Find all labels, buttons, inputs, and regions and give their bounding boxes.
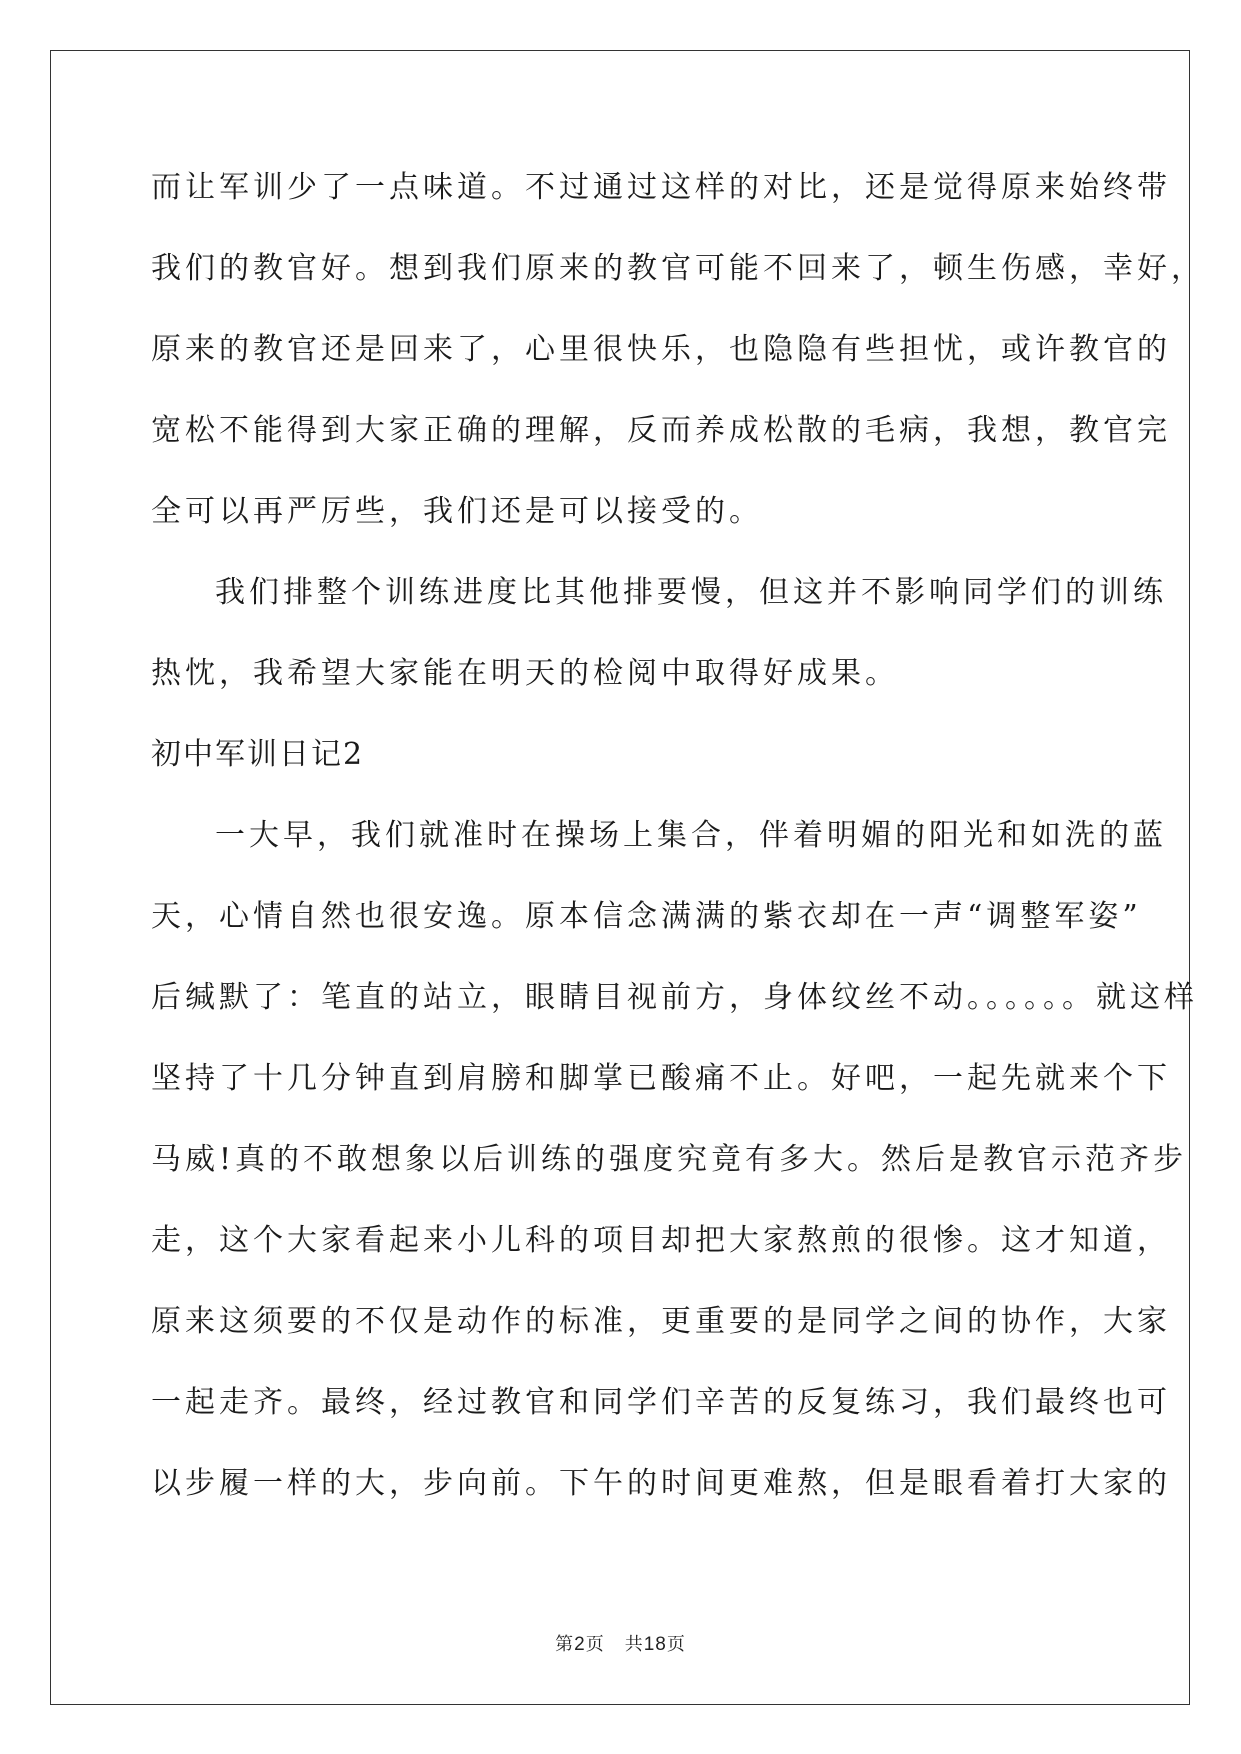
paragraph-line: 一起走齐。最终，经过教官和同学们辛苦的反复练习，我们最终也可 bbox=[151, 1385, 1171, 1420]
paragraph-line: 我们排整个训练进度比其他排要慢，但这并不影响同学们的训练 bbox=[215, 575, 1167, 610]
page-prefix: 第 bbox=[555, 1634, 575, 1655]
paragraph-line: 一大早，我们就准时在操场上集合，伴着明媚的阳光和如洗的蓝 bbox=[215, 818, 1167, 853]
paragraph-line: 我们的教官好。想到我们原来的教官可能不回来了，顿生伤感，幸好， bbox=[151, 251, 1205, 286]
document-body bbox=[151, 158, 1205, 1535]
page-footer bbox=[0, 1630, 1241, 1656]
paragraph-line: 以步履一样的大，步向前。下午的时间更难熬，但是眼看着打大家的 bbox=[151, 1466, 1171, 1501]
page-number: 2 bbox=[574, 1634, 586, 1655]
total-pages: 18 bbox=[643, 1634, 667, 1655]
paragraph-line: 原来的教官还是回来了，心里很快乐，也隐隐有些担忧，或许教官的 bbox=[151, 332, 1171, 367]
total-prefix: 共 bbox=[624, 1634, 644, 1655]
paragraph-line: 宽松不能得到大家正确的理解，反而养成松散的毛病，我想，教官完 bbox=[151, 413, 1171, 448]
paragraph-line: 马威!真的不敢想象以后训练的强度究竟有多大。然后是教官示范齐步 bbox=[151, 1142, 1188, 1177]
paragraph-line: 走，这个大家看起来小儿科的项目却把大家熬煎的很惨。这才知道， bbox=[151, 1223, 1171, 1258]
paragraph-line: 而让军训少了一点味道。不过通过这样的对比，还是觉得原来始终带 bbox=[151, 170, 1171, 205]
page-suffix: 页 bbox=[585, 1634, 605, 1655]
paragraph-line: 热忱，我希望大家能在明天的检阅中取得好成果。 bbox=[151, 656, 899, 691]
section-heading: 初中军训日记2 bbox=[151, 737, 365, 772]
paragraph-line: 后缄默了：笔直的站立，眼睛目视前方，身体纹丝不动。。。。。。就这样 bbox=[151, 980, 1198, 1015]
total-suffix: 页 bbox=[666, 1634, 686, 1655]
paragraph-line: 原来这须要的不仅是动作的标准，更重要的是同学之间的协作，大家 bbox=[151, 1304, 1171, 1339]
paragraph-line: 坚持了十几分钟直到肩膀和脚掌已酸痛不止。好吧，一起先就来个下 bbox=[151, 1061, 1171, 1096]
paragraph-line: 全可以再严厉些，我们还是可以接受的。 bbox=[151, 494, 763, 529]
paragraph-line: 天，心情自然也很安逸。原本信念满满的紫衣却在一声“调整军姿” bbox=[151, 899, 1142, 934]
